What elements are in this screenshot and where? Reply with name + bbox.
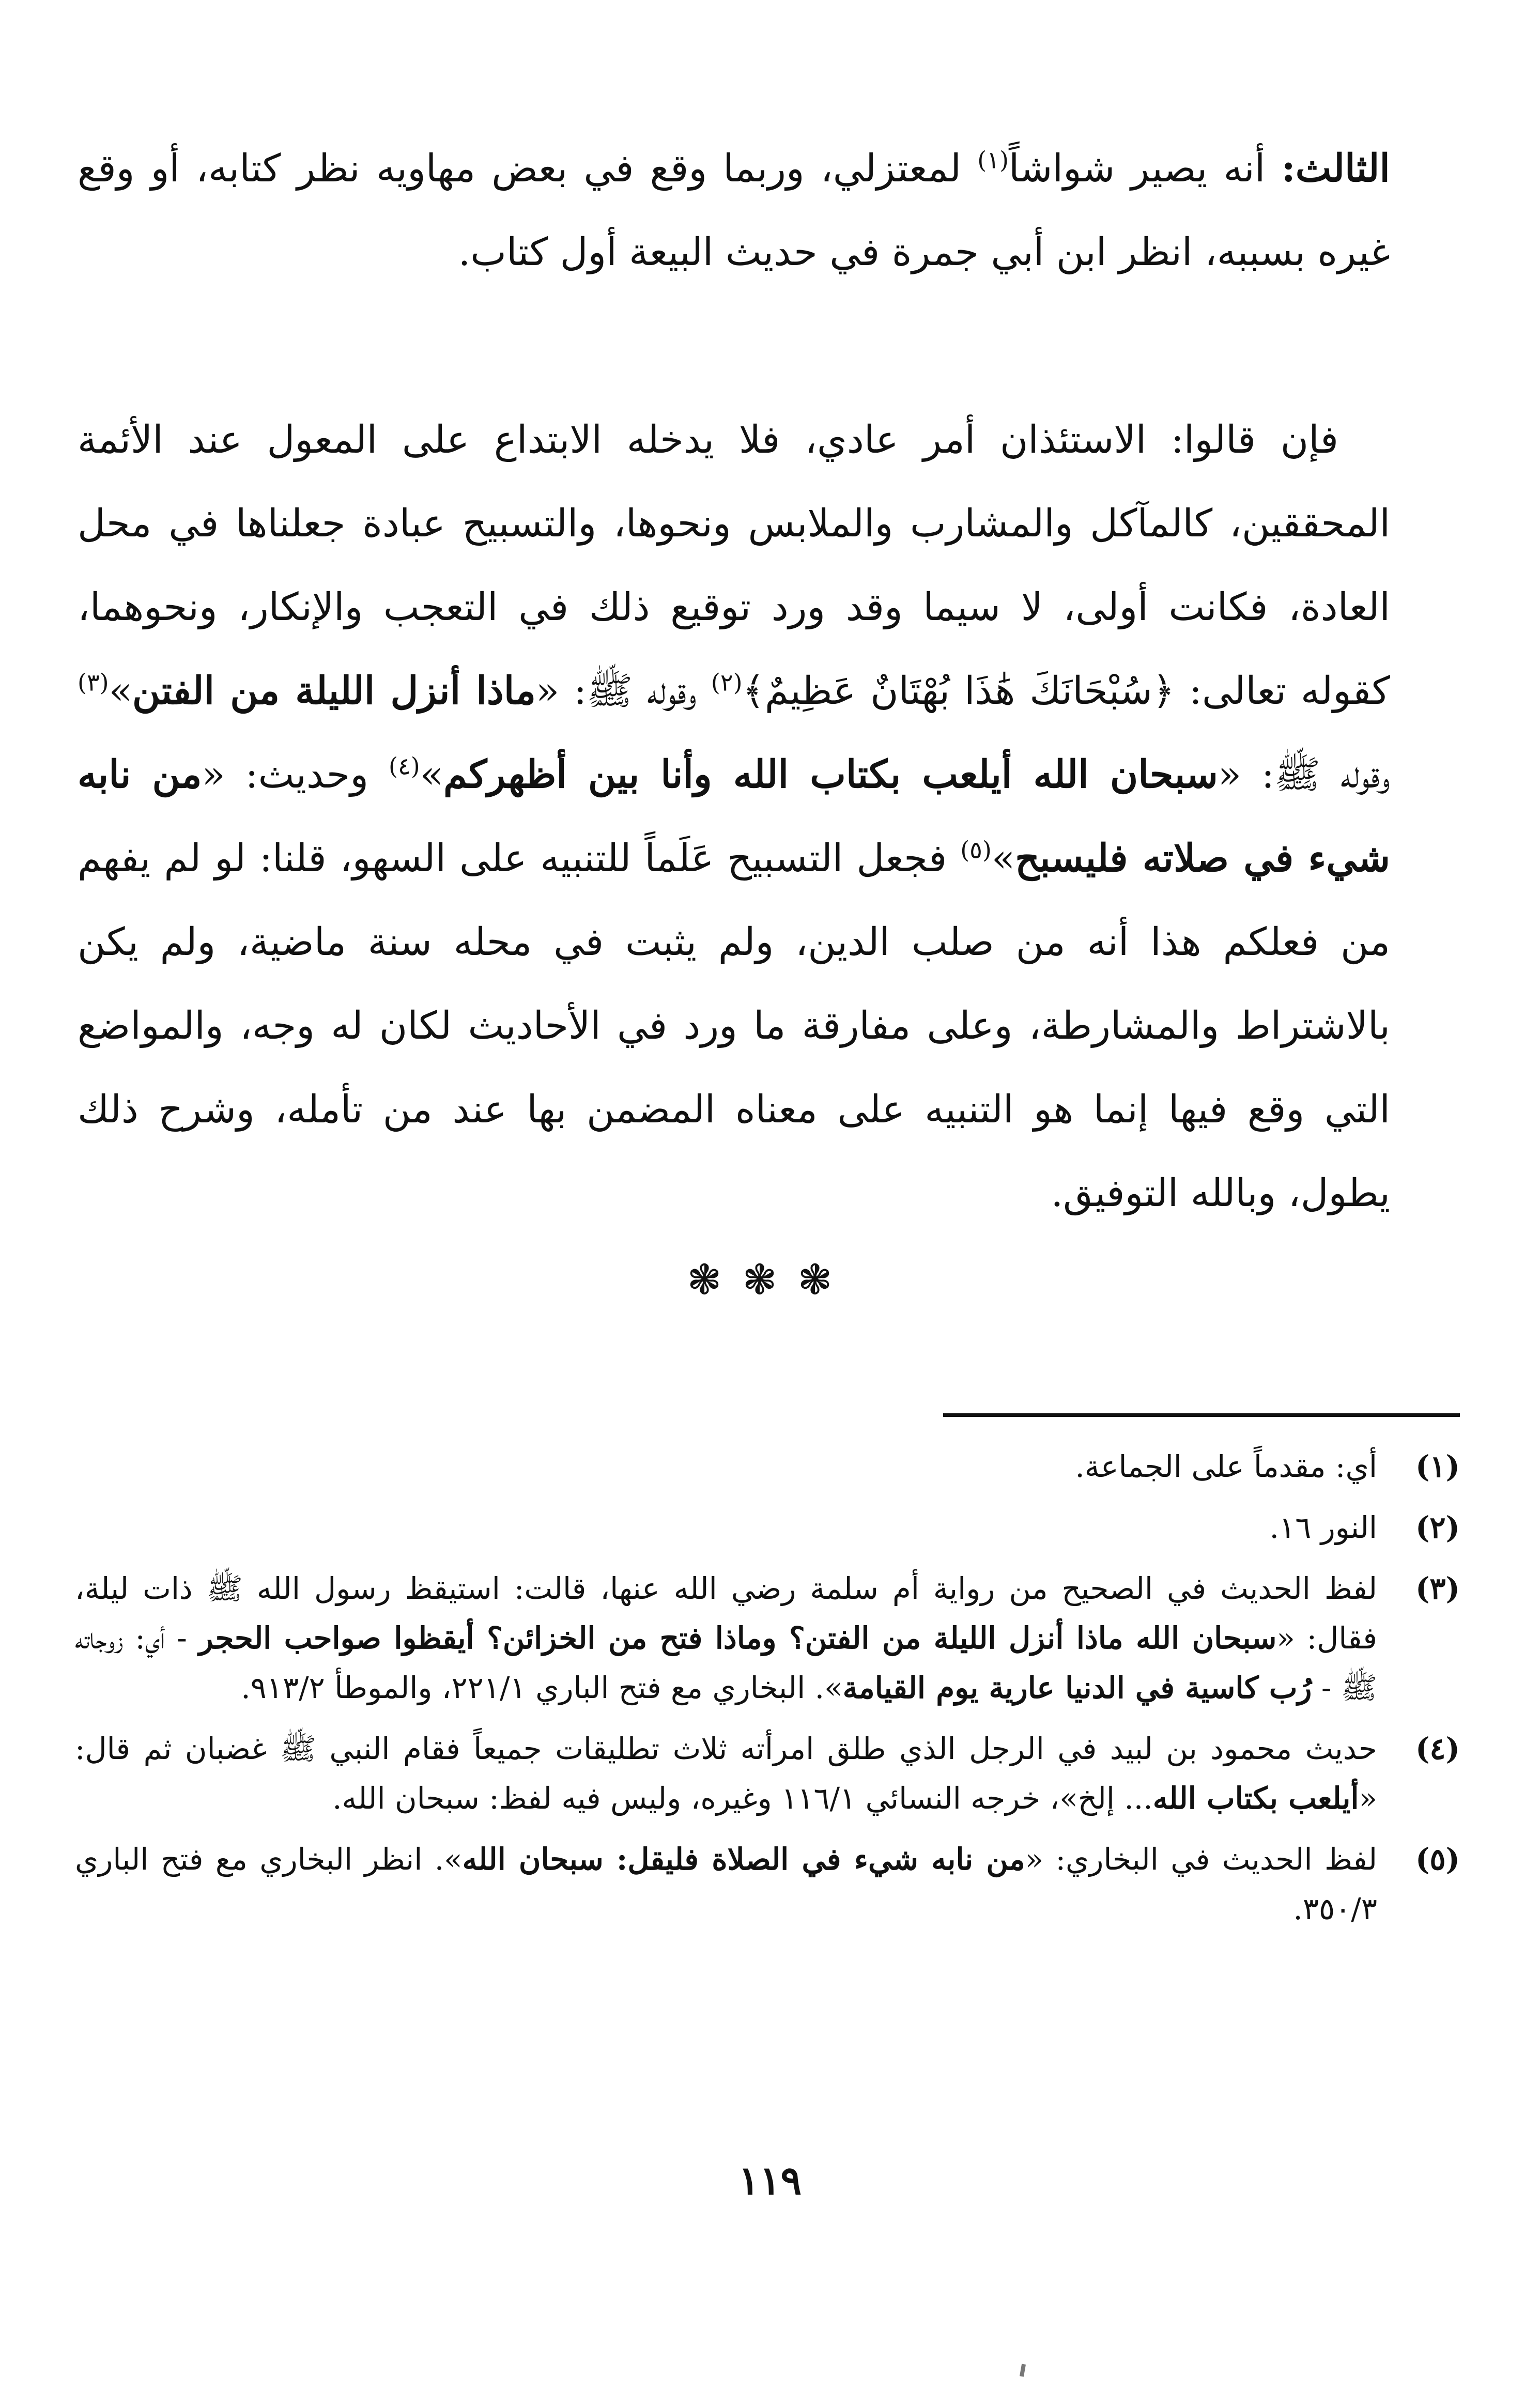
paragraph-text: وحديث: «: [202, 752, 389, 797]
footnote-reference-4: (٤): [389, 752, 420, 780]
footnote-fragment: ... إلخ»، خرجه النسائي ١١٦/١ وغيره، وليس فيه لفظ: سبحان الله.: [332, 1781, 1153, 1816]
main-text-section-one: [78, 127, 1390, 294]
section-separator-stars: ❃❃❃: [687, 1256, 853, 1304]
footnote-fragment: لفظ الحديث في الصحيح من رواية أم سلمة رضي الله عنها، قالت: استيقظ رسول الله ﷺ ذات ليلة، فقال: «: [75, 1571, 1377, 1656]
footnote-item: [75, 1564, 1460, 1712]
footnote-item: [75, 1442, 1460, 1491]
footnote-fragment: - أي: زوجاته ﷺ -: [75, 1621, 1377, 1705]
footnote-number: (٥): [1415, 1842, 1460, 1877]
footnote-bold-quotation: أيلعب بكتاب الله: [1152, 1781, 1359, 1816]
footnote-fragment: ». انظر البخاري مع فتح الباري ٣٥٠/٣.: [75, 1842, 1377, 1926]
hadith-quotation: سبحان الله أيلعب بكتاب الله وأنا بين أظهركم: [443, 752, 1218, 797]
hadith-quotation: ماذا أنزل الليلة من الفتن: [132, 669, 536, 713]
paragraph-third-point: [78, 127, 1390, 294]
footnote-number: (٣): [1415, 1571, 1460, 1606]
footnote-reference-3: (٣): [78, 668, 109, 697]
paragraph-objection-answer: [78, 398, 1390, 1235]
hadith-quotation: من نابه شيء في صلاته فليسبح: [78, 752, 1390, 881]
footnotes-section: [75, 1442, 1460, 1945]
footnote-number: (٤): [1415, 1731, 1460, 1766]
footnote-number: (١): [1415, 1449, 1460, 1484]
quotation-mark: »: [420, 752, 443, 797]
footnote-fragment: ». البخاري مع فتح الباري ٢٢١/١، والموطأ ٩١٣/٢.: [241, 1670, 843, 1705]
paragraph-text: فإن قالوا: الاستئذان أمر عادي، فلا يدخله الابتداع على المعول عند الأئمة المحققين، كالمآكل والمشارب والملابس ونحوها، والتسبيح عبادة جعلناها في محل العادة، فكانت أولى، لا سيما وقد ورد توقيع ذلك في التعجب والإنكار، ونحوهما، كقوله تعالى:: [78, 418, 1391, 713]
footnote-separator-line: [943, 1413, 1460, 1417]
footnote-item: [75, 1724, 1460, 1823]
footnote-text: أي: مقدماً على الجماعة.: [1075, 1449, 1377, 1484]
footnote-reference-2: (٢): [711, 668, 743, 697]
footnote-text: النور ١٦.: [1269, 1510, 1377, 1545]
footnote-text: [75, 1724, 1377, 1823]
footnote-item: [75, 1834, 1460, 1934]
quotation-mark: »: [991, 836, 1015, 881]
footnote-bold-quotation: من نابه شيء في الصلاة فليقل: سبحان الله: [462, 1842, 1025, 1877]
paragraph-text: أنه يصير شواشاً: [1008, 146, 1282, 191]
footnote-bold-quotation: رُب كاسية في الدنيا عارية يوم القيامة: [842, 1670, 1312, 1705]
paragraph-text: وقوله ﷺ: «: [1218, 752, 1390, 797]
main-text-section-two: [78, 398, 1390, 1235]
quran-quotation: ﴿سُبْحَانَكَ هَٰذَا بُهْتَانٌ عَظِيمٌ﴾: [742, 669, 1175, 713]
paragraph-text: وقوله ﷺ: «: [535, 669, 711, 713]
paragraph-text: لمعتزلي، وربما وقع في بعض مهاويه نظر كتابه، أو وقع غيره بسببه، انظر ابن أبي جمرة في حديث البيعة أول كتاب.: [78, 146, 1390, 274]
footnote-reference-5: (٥): [960, 836, 992, 864]
paragraph-text: فجعل التسبيح عَلَماً للتنبيه على السهو، قلنا: لو لم يفهم من فعلكم هذا أنه من صلب الدين، ولم يثبت في محله سنة ماضية، ولم يكن بالاشتراط والمشارطة، وعلى مفارقة ما ورد في الأحاديث لكان له وجه، والمواضع التي وقع فيها إنما هو التنبيه على معناه المضمن بها عند من تأمله، وشرح ذلك يطول، وبالله التوفيق.: [78, 836, 1390, 1215]
footnote-reference-1: (١): [977, 146, 1009, 174]
scan-mark: [1020, 2364, 1026, 2377]
paragraph-lead: الثالث:: [1281, 146, 1390, 191]
page-number: ١١٩: [738, 2157, 802, 2203]
footnote-item: [75, 1503, 1460, 1552]
footnote-number: (٢): [1415, 1510, 1460, 1545]
footnote-fragment: لفظ الحديث في البخاري: «: [1025, 1842, 1378, 1877]
footnote-bold-quotation: سبحان الله ماذا أنزل الليلة من الفتن؟ وماذا فتح من الخزائن؟ أيقظوا صواحب الحجر: [198, 1621, 1277, 1656]
quotation-mark: »: [109, 669, 132, 713]
footnote-text: [75, 1564, 1377, 1712]
footnote-fragment: حديث محمود بن لبيد في الرجل الذي طلق امرأته ثلاث تطليقات جميعاً فقام النبي ﷺ غضبان ثم قال: «: [75, 1731, 1377, 1816]
footnote-text: [75, 1834, 1377, 1934]
